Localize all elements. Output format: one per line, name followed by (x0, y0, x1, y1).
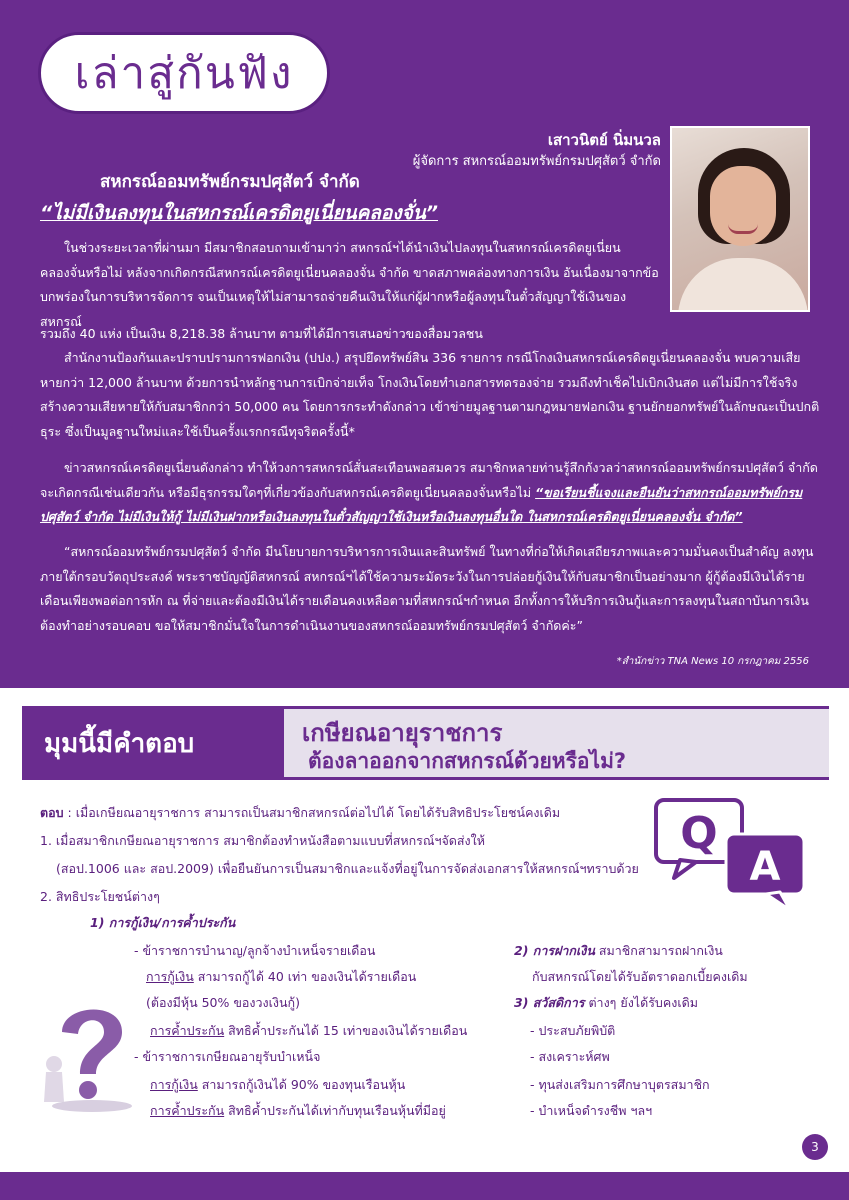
section-title: เล่าสู่กันฟัง (74, 48, 294, 99)
answer-item-2: 2. สิทธิประโยชน์ต่างๆ (40, 889, 160, 904)
benefit-line-2 (146, 964, 416, 989)
paragraph-1-end: รวมถึง 40 แห่ง เป็นเงิน 8,218.38 ล้านบาท ตามที่ได้มีการเสนอข่าวของสื่อมวลชน (40, 326, 483, 341)
benefit-line-6 (150, 1072, 405, 1097)
question-mark-icon (40, 994, 140, 1114)
benefit-welfare (514, 990, 698, 1015)
welfare-item: - สงเคราะห์ศพ (530, 1049, 610, 1064)
qa-band-label (22, 706, 284, 780)
answer-item-1-detail: (สอป.1006 และ สอป.2009) เพื่อยืนยันการเป็นสมาชิกและแจ้งที่อยู่ในการจัดส่งเอกสารให้สหกรณ์ฯทราบด้วย (56, 861, 639, 876)
qa-question-line-2: ต้องลาออกจากสหกรณ์ด้วยหรือไม่? (308, 749, 627, 773)
answer-item-1: 1. เมื่อสมาชิกเกษียณอายุราชการ สมาชิกต้องทำหนังสือตามแบบที่สหกรณ์ฯจัดส่งให้ (40, 833, 485, 848)
coop-name: สหกรณ์ออมทรัพย์กรมปศุสัตว์ จำกัด (100, 172, 360, 192)
benefit-welfare-text: ต่างๆ ยังได้รับคงเดิม (584, 995, 698, 1010)
benefit-line-2-label: การกู้เงิน (146, 969, 194, 984)
benefit-line-4-label: การค้ำประกัน (150, 1023, 225, 1038)
welfare-item: - บำเหน็จดำรงชีพ ฯลฯ (530, 1103, 653, 1118)
author-name: เสาวนิตย์ นิ่มนวล (547, 131, 661, 149)
section-title-badge (38, 32, 330, 114)
paragraph-3-text: ข่าวสหกรณ์เครดิตยูเนี่ยนดังกล่าว ทำให้วงการสหกรณ์สั่นสะเทือนพอสมควร สมาชิกหลายท่านรู้สึกกังวลว่าสหกรณ์ออมทรัพย์กรมปศุสัตว์ จำกัด จะเกิดกรณีเช่นเดียวกัน หรือมีธุรกรรมใดๆที่เกี่ยวข้องกับสหกรณ์เครดิตยูเนี่ยนคลองจั่นหรือไม่ (40, 460, 818, 500)
qa-question-line-1: เกษียณอายุราชการ (302, 719, 503, 747)
benefit-line-1: - ข้าราชการบำนาญ/ลูกจ้างบำเหน็จรายเดือน (134, 943, 376, 958)
benefit-line-3: (ต้องมีหุ้น 50% ของวงเงินกู้) (146, 995, 301, 1010)
paragraph-1: ในช่วงระยะเวลาที่ผ่านมา มีสมาชิกสอบถามเข้ามาว่า สหกรณ์ฯได้นำเงินไปลงทุนในสหกรณ์เครดิตยูเนี่ยนคลองจั่นหรือไม่ หลังจากเกิดกรณีสหกรณ์เครดิตยูเนี่ยนคลองจั่น จำกัด ขาดสภาพคล่องทางการเงิน อันเนื่องมาจากข้อบกพร่องในการบริหารจัดการ จนเป็นเหตุให้ไม่สามารถจ่ายคืนเงินให้แก่ผู้ฝากหรือผู้ลงทุนในตั๋วสัญญาใช้เงินของสหกรณ์ (40, 240, 659, 329)
paragraph-2: สำนักงานป้องกันและปราบปรามการฟอกเงิน (ปปง.) สรุปยึดทรัพย์สิน 336 รายการ กรณีโกงเงินสหกรณ์เครดิตยูเนี่ยนคลองจั่น พบความเสียหายกว่า 12,000 ล้านบาท ด้วยการนำหลักฐานการเบิกจ่ายเท็จ โกงเงินโดยทำเอกสารทดรองจ่าย รวมถึงทำเช็คไปเบิกเงินสด แต่ไม่มีการใช้จริง สร้างความเสียหายให้กับสมาชิกกว่า 50,000 คน โดยการกระทำดังกล่าว เข้าข่ายมูลฐานตามกฎหมายฟอกเงิน ฐานยักยอกทรัพย์ในลักษณะเป็นปกติธุระ ซึ่งเป็นมูลฐานใหม่และใช้เป็นครั้งแรกกรณีทุจริตครั้งนี้* (40, 350, 820, 439)
benefit-line-7 (150, 1098, 446, 1123)
footer-bar (0, 1172, 849, 1200)
benefit-line-5: - ข้าราชการเกษียณอายุรับบำเหน็จ (134, 1049, 321, 1064)
answer-label: ตอบ (40, 805, 64, 820)
paragraph-3 (40, 456, 820, 530)
qa-band-text: มุมนี้มีคำตอบ (44, 728, 195, 759)
qa-question-band (284, 706, 829, 780)
author-title: ผู้จัดการ สหกรณ์ออมทรัพย์กรมปศุสัตว์ จำกัด (412, 154, 661, 169)
benefit-line-4-text: สิทธิค้ำประกันได้ 15 เท่าของเงินได้รายเดือน (224, 1023, 468, 1038)
author-photo (670, 126, 810, 312)
answer-intro (40, 800, 640, 825)
benefit-welfare-heading: 3) สวัสดิการ (514, 995, 585, 1010)
benefit-deposit-text: สมาชิกสามารถฝากเงิน (594, 943, 723, 958)
benefit-line-6-label: การกู้เงิน (150, 1077, 198, 1092)
benefit-line-7-text: สิทธิค้ำประกันได้เท่ากับทุนเรือนหุ้นที่มีอยู่ (224, 1103, 446, 1118)
benefit-line-2-text: สามารถกู้ได้ 40 เท่า ของเงินได้รายเดือน (193, 969, 417, 984)
benefit-line-4 (150, 1018, 467, 1043)
paragraph-4: “สหกรณ์ออมทรัพย์กรมปศุสัตว์ จำกัด มีนโยบายการบริหารการเงินและสินทรัพย์ ในทางที่ก่อให้เกิดเสถียรภาพและความมั่นคงเป็นสำคัญ ลงทุนภายใต้กรอบวัตถุประสงค์ พระราชบัญญัติสหกรณ์ สหกรณ์ฯได้ใช้ความระมัดระวังในการปล่อยกู้เงินให้กับสมาชิกเป็นอย่างมาก ผู้กู้ต้องมีเงินได้รายเดือนเพียงพอต่อการหัก ณ ที่จ่ายและต้องมีเงินได้รายเดือนคงเหลือตามที่สหกรณ์ฯกำหนด อีกทั้งการให้บริการเงินกู้และการลงทุนในสถาบันการเงินต้องทำอย่างรอบคอบ ขอให้สมาชิกมั่นใจในการดำเนินงานของสหกรณ์ออมทรัพย์กรมปศุสัตว์ จำกัดค่ะ” (40, 544, 814, 633)
welfare-item: - ประสบภัยพิบัติ (530, 1023, 616, 1038)
benefit-deposit (514, 938, 723, 963)
welfare-item: - ทุนส่งเสริมการศึกษาบุตรสมาชิก (530, 1077, 710, 1092)
answer-intro-text: : เมื่อเกษียณอายุราชการ สามารถเป็นสมาชิกสหกรณ์ต่อไปได้ โดยได้รับสิทธิประโยชน์คงเดิม (63, 805, 561, 820)
benefit-deposit-detail: กับสหกรณ์โดยได้รับอัตราดอกเบี้ยคงเดิม (532, 969, 748, 984)
benefit-loan-heading: 1) การกู้เงิน/การค้ำประกัน (90, 915, 236, 930)
benefit-deposit-heading: 2) การฝากเงิน (514, 943, 595, 958)
page-number: 3 (802, 1134, 828, 1160)
source-note: *สำนักข่าว TNA News 10 กรกฎาคม 2556 (616, 656, 809, 667)
paragraph-3-statement: “ขอเรียนชี้แจงและยืนยันว่าสหกรณ์ออมทรัพย์กรมปศุสัตว์ จำกัด ไม่มีเงินให้กู้ ไม่มีเงินฝากหรือเงินลงทุนในตั๋วสัญญาใช้เงินหรือเงินลงทุนอื่นใด ในสหกรณ์เครดิตยูเนี่ยนคลองจั่น จำกัด” (40, 484, 803, 524)
bubble-q-letter: Q (680, 808, 718, 859)
qa-bubbles-icon (650, 794, 810, 914)
bubble-a-letter: A (749, 844, 781, 890)
benefit-line-6-text: สามารถกู้เงินได้ 90% ของทุนเรือนหุ้น (197, 1077, 406, 1092)
benefit-line-7-label: การค้ำประกัน (150, 1103, 225, 1118)
headline: “ไม่มีเงินลงทุนในสหกรณ์เครดิตยูเนี่ยนคลองจั่น” (40, 202, 438, 224)
